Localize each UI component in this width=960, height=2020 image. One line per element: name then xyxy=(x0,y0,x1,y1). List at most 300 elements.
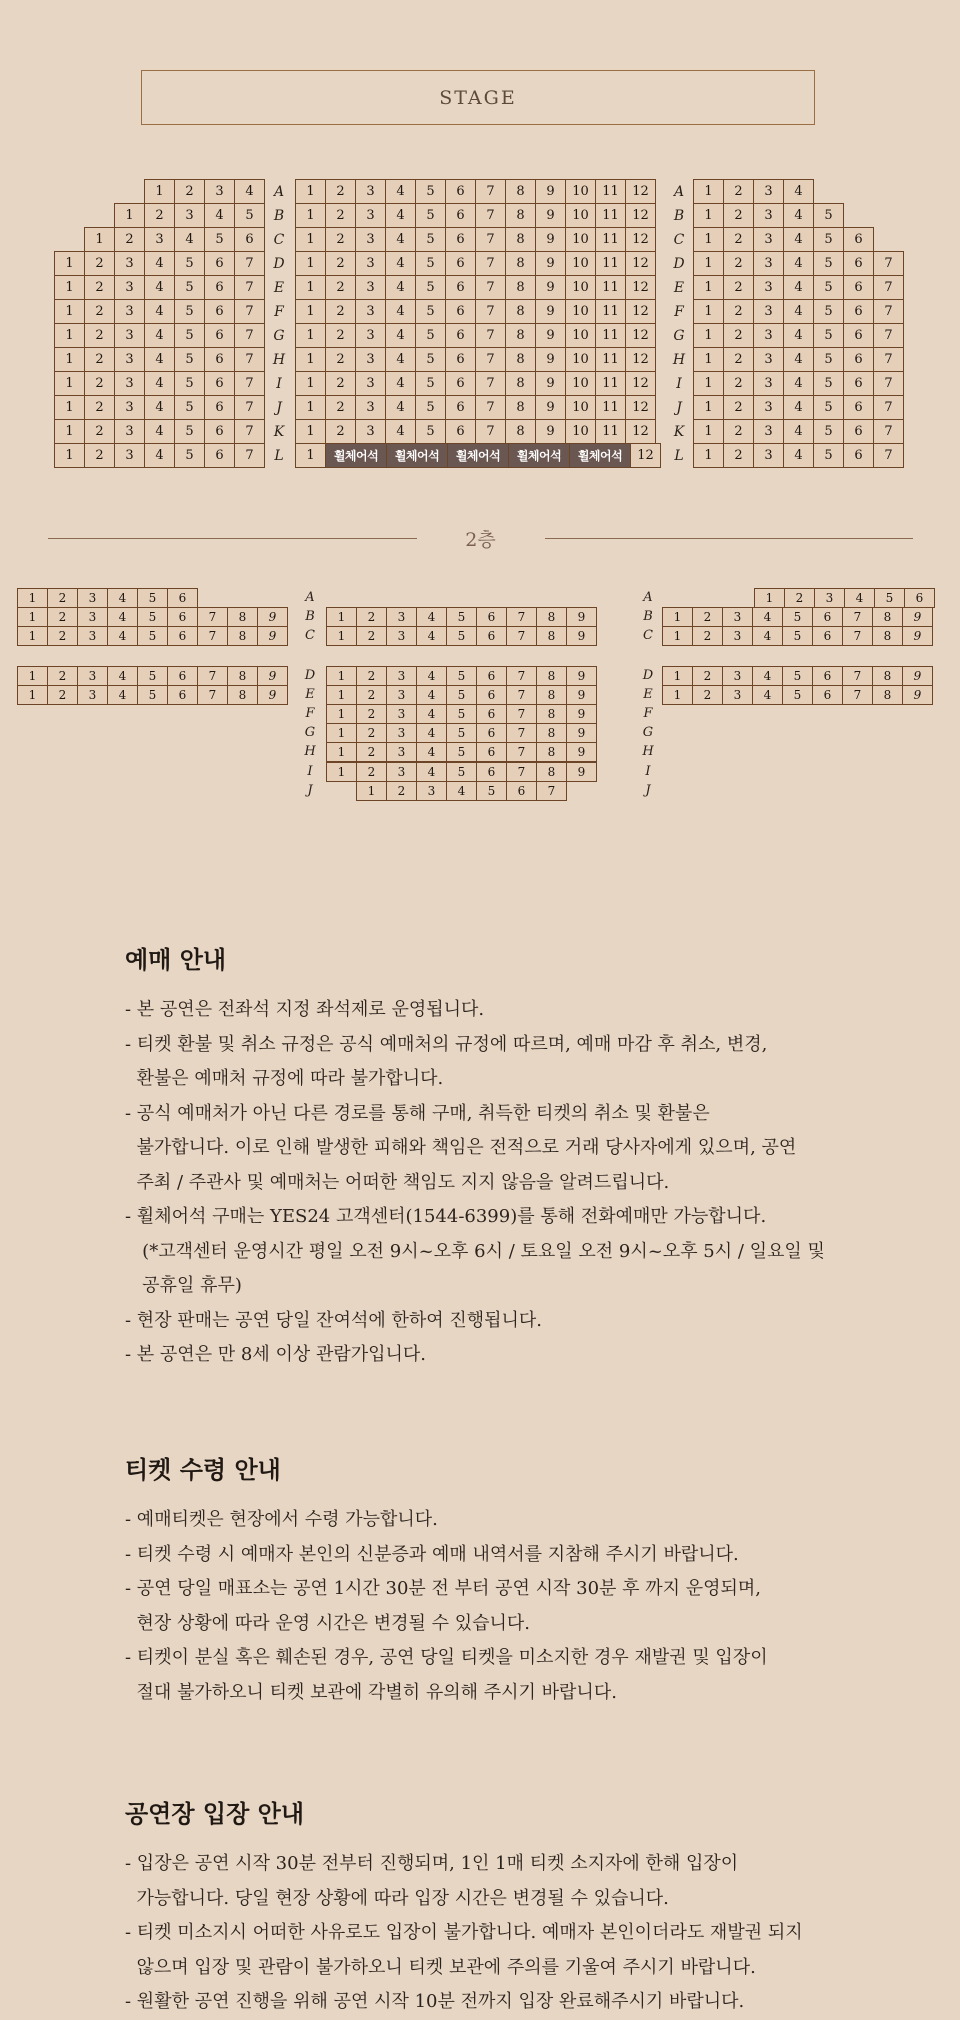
seat-1CB-4[interactable]: 4 xyxy=(385,203,416,228)
seat-2RA-2[interactable]: 2 xyxy=(784,588,815,608)
seat-2CB-7[interactable]: 7 xyxy=(506,607,537,627)
seat-1CJ-12[interactable]: 12 xyxy=(625,395,656,420)
seat-1CB-8[interactable]: 8 xyxy=(505,203,536,228)
seat-2CF-9[interactable]: 9 xyxy=(566,704,597,724)
seat-1LI-4[interactable]: 4 xyxy=(144,371,175,396)
seat-1CJ-3[interactable]: 3 xyxy=(355,395,386,420)
seat-2LD-3[interactable]: 3 xyxy=(77,666,108,686)
seat-2CD-5[interactable]: 5 xyxy=(446,666,477,686)
seat-2RE-7[interactable]: 7 xyxy=(842,685,873,705)
seat-1RH-3[interactable]: 3 xyxy=(753,347,784,372)
seat-2LE-5[interactable]: 5 xyxy=(137,685,168,705)
seat-2LA-4[interactable]: 4 xyxy=(107,588,138,608)
seat-1LH-3[interactable]: 3 xyxy=(114,347,145,372)
seat-2RC-7[interactable]: 7 xyxy=(842,626,873,646)
seat-1RF-1[interactable]: 1 xyxy=(693,299,724,324)
seat-1CI-4[interactable]: 4 xyxy=(385,371,416,396)
seat-1RA-1[interactable]: 1 xyxy=(693,179,724,204)
seat-2LE-2[interactable]: 2 xyxy=(47,685,78,705)
seat-1LC-6[interactable]: 6 xyxy=(234,227,265,252)
seat-2RE-6[interactable]: 6 xyxy=(812,685,843,705)
seat-1LK-5[interactable]: 5 xyxy=(174,419,205,444)
seat-1CL-1[interactable]: 1 xyxy=(295,443,326,468)
seat-1RB-5[interactable]: 5 xyxy=(813,203,844,228)
seat-2CG-6[interactable]: 6 xyxy=(476,723,507,743)
seat-1RJ-7[interactable]: 7 xyxy=(873,395,904,420)
seat-1CB-12[interactable]: 12 xyxy=(625,203,656,228)
seat-1CA-11[interactable]: 11 xyxy=(595,179,626,204)
seat-1LF-1[interactable]: 1 xyxy=(54,299,85,324)
seat-1CJ-4[interactable]: 4 xyxy=(385,395,416,420)
seat-1RK-6[interactable]: 6 xyxy=(843,419,874,444)
seat-1CF-3[interactable]: 3 xyxy=(355,299,386,324)
seat-2RC-2[interactable]: 2 xyxy=(692,626,723,646)
seat-1CH-11[interactable]: 11 xyxy=(595,347,626,372)
seat-1LH-5[interactable]: 5 xyxy=(174,347,205,372)
seat-1LJ-2[interactable]: 2 xyxy=(84,395,115,420)
seat-2CF-7[interactable]: 7 xyxy=(506,704,537,724)
seat-2LA-5[interactable]: 5 xyxy=(137,588,168,608)
wheelchair-seat[interactable]: 휠체어석 xyxy=(508,443,570,468)
seat-2LD-8[interactable]: 8 xyxy=(227,666,258,686)
seat-1CK-6[interactable]: 6 xyxy=(445,419,476,444)
seat-1LE-4[interactable]: 4 xyxy=(144,275,175,300)
seat-1LC-5[interactable]: 5 xyxy=(204,227,235,252)
seat-2CF-2[interactable]: 2 xyxy=(356,704,387,724)
seat-2RB-8[interactable]: 8 xyxy=(872,607,903,627)
seat-1CF-4[interactable]: 4 xyxy=(385,299,416,324)
seat-2CE-5[interactable]: 5 xyxy=(446,685,477,705)
seat-1CC-8[interactable]: 8 xyxy=(505,227,536,252)
seat-1LI-1[interactable]: 1 xyxy=(54,371,85,396)
seat-1RK-1[interactable]: 1 xyxy=(693,419,724,444)
seat-1CD-4[interactable]: 4 xyxy=(385,251,416,276)
seat-1RB-3[interactable]: 3 xyxy=(753,203,784,228)
seat-1CK-4[interactable]: 4 xyxy=(385,419,416,444)
seat-1LJ-6[interactable]: 6 xyxy=(204,395,235,420)
seat-1CJ-11[interactable]: 11 xyxy=(595,395,626,420)
seat-1RK-2[interactable]: 2 xyxy=(723,419,754,444)
seat-2CC-5[interactable]: 5 xyxy=(446,626,477,646)
seat-2CF-6[interactable]: 6 xyxy=(476,704,507,724)
seat-2CH-7[interactable]: 7 xyxy=(506,742,537,762)
seat-2RD-4[interactable]: 4 xyxy=(752,666,783,686)
seat-1LH-2[interactable]: 2 xyxy=(84,347,115,372)
seat-2CI-9[interactable]: 9 xyxy=(566,762,597,782)
wheelchair-seat[interactable]: 휠체어석 xyxy=(447,443,509,468)
seat-2RB-5[interactable]: 5 xyxy=(782,607,813,627)
seat-2RB-2[interactable]: 2 xyxy=(692,607,723,627)
seat-1LA-3[interactable]: 3 xyxy=(204,179,235,204)
seat-1CF-11[interactable]: 11 xyxy=(595,299,626,324)
seat-1LJ-1[interactable]: 1 xyxy=(54,395,85,420)
seat-1LL-6[interactable]: 6 xyxy=(204,443,235,468)
seat-1CD-5[interactable]: 5 xyxy=(415,251,446,276)
seat-2CI-4[interactable]: 4 xyxy=(416,762,447,782)
seat-1LB-1[interactable]: 1 xyxy=(114,203,145,228)
seat-1LD-5[interactable]: 5 xyxy=(174,251,205,276)
seat-2CJ-5[interactable]: 5 xyxy=(476,781,507,801)
seat-2RB-7[interactable]: 7 xyxy=(842,607,873,627)
seat-1RI-5[interactable]: 5 xyxy=(813,371,844,396)
seat-1CH-7[interactable]: 7 xyxy=(475,347,506,372)
seat-2RB-9[interactable]: 9 xyxy=(902,607,933,627)
seat-1LD-2[interactable]: 2 xyxy=(84,251,115,276)
seat-1LH-4[interactable]: 4 xyxy=(144,347,175,372)
seat-2LC-3[interactable]: 3 xyxy=(77,626,108,646)
seat-2LB-9[interactable]: 9 xyxy=(257,607,288,627)
seat-1RE-4[interactable]: 4 xyxy=(783,275,814,300)
seat-1LH-6[interactable]: 6 xyxy=(204,347,235,372)
seat-1RJ-4[interactable]: 4 xyxy=(783,395,814,420)
seat-1CH-12[interactable]: 12 xyxy=(625,347,656,372)
seat-2RD-6[interactable]: 6 xyxy=(812,666,843,686)
seat-1LF-7[interactable]: 7 xyxy=(234,299,265,324)
seat-1CB-5[interactable]: 5 xyxy=(415,203,446,228)
seat-1LB-5[interactable]: 5 xyxy=(234,203,265,228)
seat-2RD-3[interactable]: 3 xyxy=(722,666,753,686)
seat-1CH-5[interactable]: 5 xyxy=(415,347,446,372)
seat-1CE-3[interactable]: 3 xyxy=(355,275,386,300)
seat-1LF-5[interactable]: 5 xyxy=(174,299,205,324)
seat-1CH-10[interactable]: 10 xyxy=(565,347,596,372)
seat-2CG-4[interactable]: 4 xyxy=(416,723,447,743)
seat-2CB-2[interactable]: 2 xyxy=(356,607,387,627)
seat-2LC-8[interactable]: 8 xyxy=(227,626,258,646)
seat-1CJ-6[interactable]: 6 xyxy=(445,395,476,420)
seat-1CA-8[interactable]: 8 xyxy=(505,179,536,204)
seat-2CH-5[interactable]: 5 xyxy=(446,742,477,762)
seat-1CI-10[interactable]: 10 xyxy=(565,371,596,396)
seat-1CI-3[interactable]: 3 xyxy=(355,371,386,396)
seat-1RC-3[interactable]: 3 xyxy=(753,227,784,252)
seat-1CK-2[interactable]: 2 xyxy=(325,419,356,444)
seat-2CB-5[interactable]: 5 xyxy=(446,607,477,627)
seat-2CF-3[interactable]: 3 xyxy=(386,704,417,724)
seat-1CJ-9[interactable]: 9 xyxy=(535,395,566,420)
seat-2CE-7[interactable]: 7 xyxy=(506,685,537,705)
seat-2CE-9[interactable]: 9 xyxy=(566,685,597,705)
seat-1RH-4[interactable]: 4 xyxy=(783,347,814,372)
seat-2CB-3[interactable]: 3 xyxy=(386,607,417,627)
seat-1CC-11[interactable]: 11 xyxy=(595,227,626,252)
seat-2CH-2[interactable]: 2 xyxy=(356,742,387,762)
seat-2LD-5[interactable]: 5 xyxy=(137,666,168,686)
seat-1CD-6[interactable]: 6 xyxy=(445,251,476,276)
seat-1CE-5[interactable]: 5 xyxy=(415,275,446,300)
seat-2RB-3[interactable]: 3 xyxy=(722,607,753,627)
seat-1LE-5[interactable]: 5 xyxy=(174,275,205,300)
seat-2CF-1[interactable]: 1 xyxy=(326,704,357,724)
seat-1CC-6[interactable]: 6 xyxy=(445,227,476,252)
seat-2CE-3[interactable]: 3 xyxy=(386,685,417,705)
seat-2CC-1[interactable]: 1 xyxy=(326,626,357,646)
seat-1RE-2[interactable]: 2 xyxy=(723,275,754,300)
seat-1CE-2[interactable]: 2 xyxy=(325,275,356,300)
seat-1CC-1[interactable]: 1 xyxy=(295,227,326,252)
seat-2RB-4[interactable]: 4 xyxy=(752,607,783,627)
seat-2CE-2[interactable]: 2 xyxy=(356,685,387,705)
seat-1RE-7[interactable]: 7 xyxy=(873,275,904,300)
seat-1CH-4[interactable]: 4 xyxy=(385,347,416,372)
seat-1CH-9[interactable]: 9 xyxy=(535,347,566,372)
seat-1LH-7[interactable]: 7 xyxy=(234,347,265,372)
seat-2LB-8[interactable]: 8 xyxy=(227,607,258,627)
seat-2CB-9[interactable]: 9 xyxy=(566,607,597,627)
seat-1CB-7[interactable]: 7 xyxy=(475,203,506,228)
seat-1LJ-4[interactable]: 4 xyxy=(144,395,175,420)
seat-2RE-2[interactable]: 2 xyxy=(692,685,723,705)
seat-1RL-4[interactable]: 4 xyxy=(783,443,814,468)
seat-1CD-2[interactable]: 2 xyxy=(325,251,356,276)
seat-2LE-3[interactable]: 3 xyxy=(77,685,108,705)
seat-1LB-3[interactable]: 3 xyxy=(174,203,205,228)
seat-2CD-2[interactable]: 2 xyxy=(356,666,387,686)
seat-1LE-1[interactable]: 1 xyxy=(54,275,85,300)
seat-2CH-9[interactable]: 9 xyxy=(566,742,597,762)
seat-1LK-1[interactable]: 1 xyxy=(54,419,85,444)
seat-1RI-4[interactable]: 4 xyxy=(783,371,814,396)
seat-1RI-1[interactable]: 1 xyxy=(693,371,724,396)
seat-2RE-5[interactable]: 5 xyxy=(782,685,813,705)
seat-2LB-7[interactable]: 7 xyxy=(197,607,228,627)
seat-1CB-2[interactable]: 2 xyxy=(325,203,356,228)
seat-1RI-3[interactable]: 3 xyxy=(753,371,784,396)
seat-2CJ-4[interactable]: 4 xyxy=(446,781,477,801)
seat-2LD-4[interactable]: 4 xyxy=(107,666,138,686)
seat-1RL-2[interactable]: 2 xyxy=(723,443,754,468)
seat-1CC-9[interactable]: 9 xyxy=(535,227,566,252)
seat-2CC-9[interactable]: 9 xyxy=(566,626,597,646)
seat-1LK-3[interactable]: 3 xyxy=(114,419,145,444)
seat-2CJ-6[interactable]: 6 xyxy=(506,781,537,801)
seat-2CJ-1[interactable]: 1 xyxy=(356,781,387,801)
seat-1CI-5[interactable]: 5 xyxy=(415,371,446,396)
seat-1RB-1[interactable]: 1 xyxy=(693,203,724,228)
seat-2CI-3[interactable]: 3 xyxy=(386,762,417,782)
seat-2LE-7[interactable]: 7 xyxy=(197,685,228,705)
seat-1CC-2[interactable]: 2 xyxy=(325,227,356,252)
seat-1RJ-1[interactable]: 1 xyxy=(693,395,724,420)
seat-1RE-5[interactable]: 5 xyxy=(813,275,844,300)
seat-1LL-5[interactable]: 5 xyxy=(174,443,205,468)
seat-2CH-3[interactable]: 3 xyxy=(386,742,417,762)
seat-1CH-8[interactable]: 8 xyxy=(505,347,536,372)
seat-2RA-6[interactable]: 6 xyxy=(904,588,935,608)
seat-1CK-10[interactable]: 10 xyxy=(565,419,596,444)
seat-1LD-7[interactable]: 7 xyxy=(234,251,265,276)
seat-1RC-1[interactable]: 1 xyxy=(693,227,724,252)
seat-2LB-5[interactable]: 5 xyxy=(137,607,168,627)
seat-1LI-2[interactable]: 2 xyxy=(84,371,115,396)
seat-1CF-5[interactable]: 5 xyxy=(415,299,446,324)
seat-2CB-6[interactable]: 6 xyxy=(476,607,507,627)
seat-1CC-7[interactable]: 7 xyxy=(475,227,506,252)
seat-1RD-4[interactable]: 4 xyxy=(783,251,814,276)
seat-1RD-3[interactable]: 3 xyxy=(753,251,784,276)
seat-1CK-9[interactable]: 9 xyxy=(535,419,566,444)
seat-1LK-4[interactable]: 4 xyxy=(144,419,175,444)
seat-1RG-4[interactable]: 4 xyxy=(783,323,814,348)
seat-1LC-2[interactable]: 2 xyxy=(114,227,145,252)
seat-1CE-9[interactable]: 9 xyxy=(535,275,566,300)
seat-1CI-1[interactable]: 1 xyxy=(295,371,326,396)
seat-1LL-1[interactable]: 1 xyxy=(54,443,85,468)
seat-1LD-1[interactable]: 1 xyxy=(54,251,85,276)
seat-1RB-2[interactable]: 2 xyxy=(723,203,754,228)
seat-2RA-5[interactable]: 5 xyxy=(874,588,905,608)
seat-2CD-9[interactable]: 9 xyxy=(566,666,597,686)
seat-1CI-6[interactable]: 6 xyxy=(445,371,476,396)
seat-1CK-1[interactable]: 1 xyxy=(295,419,326,444)
seat-1RE-3[interactable]: 3 xyxy=(753,275,784,300)
seat-1CE-6[interactable]: 6 xyxy=(445,275,476,300)
seat-1CK-8[interactable]: 8 xyxy=(505,419,536,444)
seat-1LG-2[interactable]: 2 xyxy=(84,323,115,348)
seat-2RD-2[interactable]: 2 xyxy=(692,666,723,686)
seat-1CE-12[interactable]: 12 xyxy=(625,275,656,300)
seat-1CF-9[interactable]: 9 xyxy=(535,299,566,324)
seat-1RF-7[interactable]: 7 xyxy=(873,299,904,324)
seat-1CA-10[interactable]: 10 xyxy=(565,179,596,204)
seat-1CI-2[interactable]: 2 xyxy=(325,371,356,396)
seat-2LD-9[interactable]: 9 xyxy=(257,666,288,686)
seat-1RA-3[interactable]: 3 xyxy=(753,179,784,204)
seat-1RF-3[interactable]: 3 xyxy=(753,299,784,324)
seat-2RC-8[interactable]: 8 xyxy=(872,626,903,646)
seat-2LD-2[interactable]: 2 xyxy=(47,666,78,686)
seat-1CA-5[interactable]: 5 xyxy=(415,179,446,204)
seat-1CB-10[interactable]: 10 xyxy=(565,203,596,228)
seat-2LA-6[interactable]: 6 xyxy=(167,588,198,608)
seat-1CH-2[interactable]: 2 xyxy=(325,347,356,372)
seat-1LG-1[interactable]: 1 xyxy=(54,323,85,348)
seat-1LI-5[interactable]: 5 xyxy=(174,371,205,396)
seat-2LE-4[interactable]: 4 xyxy=(107,685,138,705)
seat-2RE-9[interactable]: 9 xyxy=(902,685,933,705)
seat-1CG-8[interactable]: 8 xyxy=(505,323,536,348)
seat-2CG-8[interactable]: 8 xyxy=(536,723,567,743)
seat-1CG-2[interactable]: 2 xyxy=(325,323,356,348)
seat-2CE-8[interactable]: 8 xyxy=(536,685,567,705)
seat-2CC-6[interactable]: 6 xyxy=(476,626,507,646)
seat-1RH-7[interactable]: 7 xyxy=(873,347,904,372)
seat-1CG-5[interactable]: 5 xyxy=(415,323,446,348)
seat-2CI-5[interactable]: 5 xyxy=(446,762,477,782)
seat-1CG-4[interactable]: 4 xyxy=(385,323,416,348)
seat-1RG-5[interactable]: 5 xyxy=(813,323,844,348)
wheelchair-seat[interactable]: 휠체어석 xyxy=(386,443,448,468)
seat-2CJ-3[interactable]: 3 xyxy=(416,781,447,801)
seat-1RF-5[interactable]: 5 xyxy=(813,299,844,324)
seat-1CH-3[interactable]: 3 xyxy=(355,347,386,372)
seat-1RK-4[interactable]: 4 xyxy=(783,419,814,444)
seat-1RK-5[interactable]: 5 xyxy=(813,419,844,444)
seat-1CA-2[interactable]: 2 xyxy=(325,179,356,204)
seat-1CA-9[interactable]: 9 xyxy=(535,179,566,204)
seat-1CF-6[interactable]: 6 xyxy=(445,299,476,324)
seat-1RA-4[interactable]: 4 xyxy=(783,179,814,204)
seat-1CK-3[interactable]: 3 xyxy=(355,419,386,444)
seat-1LG-4[interactable]: 4 xyxy=(144,323,175,348)
seat-1CB-1[interactable]: 1 xyxy=(295,203,326,228)
seat-1CC-12[interactable]: 12 xyxy=(625,227,656,252)
seat-1RI-6[interactable]: 6 xyxy=(843,371,874,396)
seat-1CI-7[interactable]: 7 xyxy=(475,371,506,396)
seat-1CI-9[interactable]: 9 xyxy=(535,371,566,396)
seat-2RD-7[interactable]: 7 xyxy=(842,666,873,686)
seat-1CD-11[interactable]: 11 xyxy=(595,251,626,276)
seat-1RG-6[interactable]: 6 xyxy=(843,323,874,348)
seat-2CH-1[interactable]: 1 xyxy=(326,742,357,762)
seat-1LC-1[interactable]: 1 xyxy=(84,227,115,252)
seat-2CI-1[interactable]: 1 xyxy=(326,762,357,782)
seat-2CD-6[interactable]: 6 xyxy=(476,666,507,686)
seat-1LK-6[interactable]: 6 xyxy=(204,419,235,444)
seat-1RI-2[interactable]: 2 xyxy=(723,371,754,396)
seat-1LI-7[interactable]: 7 xyxy=(234,371,265,396)
seat-1CG-9[interactable]: 9 xyxy=(535,323,566,348)
seat-1CB-9[interactable]: 9 xyxy=(535,203,566,228)
seat-2LD-7[interactable]: 7 xyxy=(197,666,228,686)
seat-1CB-3[interactable]: 3 xyxy=(355,203,386,228)
seat-2CF-8[interactable]: 8 xyxy=(536,704,567,724)
seat-1CH-6[interactable]: 6 xyxy=(445,347,476,372)
seat-2CH-8[interactable]: 8 xyxy=(536,742,567,762)
seat-2CD-4[interactable]: 4 xyxy=(416,666,447,686)
seat-2LC-1[interactable]: 1 xyxy=(17,626,48,646)
seat-1RA-2[interactable]: 2 xyxy=(723,179,754,204)
seat-1LA-1[interactable]: 1 xyxy=(144,179,175,204)
seat-2LB-1[interactable]: 1 xyxy=(17,607,48,627)
seat-1CF-1[interactable]: 1 xyxy=(295,299,326,324)
seat-1RH-5[interactable]: 5 xyxy=(813,347,844,372)
seat-1RF-6[interactable]: 6 xyxy=(843,299,874,324)
seat-1LE-3[interactable]: 3 xyxy=(114,275,145,300)
seat-1RL-6[interactable]: 6 xyxy=(843,443,874,468)
seat-1CK-11[interactable]: 11 xyxy=(595,419,626,444)
seat-2CG-2[interactable]: 2 xyxy=(356,723,387,743)
seat-1CD-12[interactable]: 12 xyxy=(625,251,656,276)
seat-1RG-1[interactable]: 1 xyxy=(693,323,724,348)
seat-1CD-7[interactable]: 7 xyxy=(475,251,506,276)
seat-2CG-1[interactable]: 1 xyxy=(326,723,357,743)
seat-1CF-8[interactable]: 8 xyxy=(505,299,536,324)
seat-1LL-3[interactable]: 3 xyxy=(114,443,145,468)
seat-2RE-4[interactable]: 4 xyxy=(752,685,783,705)
seat-2LC-9[interactable]: 9 xyxy=(257,626,288,646)
seat-1LF-3[interactable]: 3 xyxy=(114,299,145,324)
seat-2RE-1[interactable]: 1 xyxy=(662,685,693,705)
seat-2CG-7[interactable]: 7 xyxy=(506,723,537,743)
seat-2LC-4[interactable]: 4 xyxy=(107,626,138,646)
seat-1CF-2[interactable]: 2 xyxy=(325,299,356,324)
seat-1LH-1[interactable]: 1 xyxy=(54,347,85,372)
seat-1CK-12[interactable]: 12 xyxy=(625,419,656,444)
seat-2LB-6[interactable]: 6 xyxy=(167,607,198,627)
seat-1CA-7[interactable]: 7 xyxy=(475,179,506,204)
seat-2CC-2[interactable]: 2 xyxy=(356,626,387,646)
seat-1LG-3[interactable]: 3 xyxy=(114,323,145,348)
seat-1LD-4[interactable]: 4 xyxy=(144,251,175,276)
wheelchair-seat[interactable]: 휠체어석 xyxy=(325,443,387,468)
seat-2CG-9[interactable]: 9 xyxy=(566,723,597,743)
seat-1RH-1[interactable]: 1 xyxy=(693,347,724,372)
seat-2LB-3[interactable]: 3 xyxy=(77,607,108,627)
seat-1CH-1[interactable]: 1 xyxy=(295,347,326,372)
seat-1LF-6[interactable]: 6 xyxy=(204,299,235,324)
seat-1CD-1[interactable]: 1 xyxy=(295,251,326,276)
